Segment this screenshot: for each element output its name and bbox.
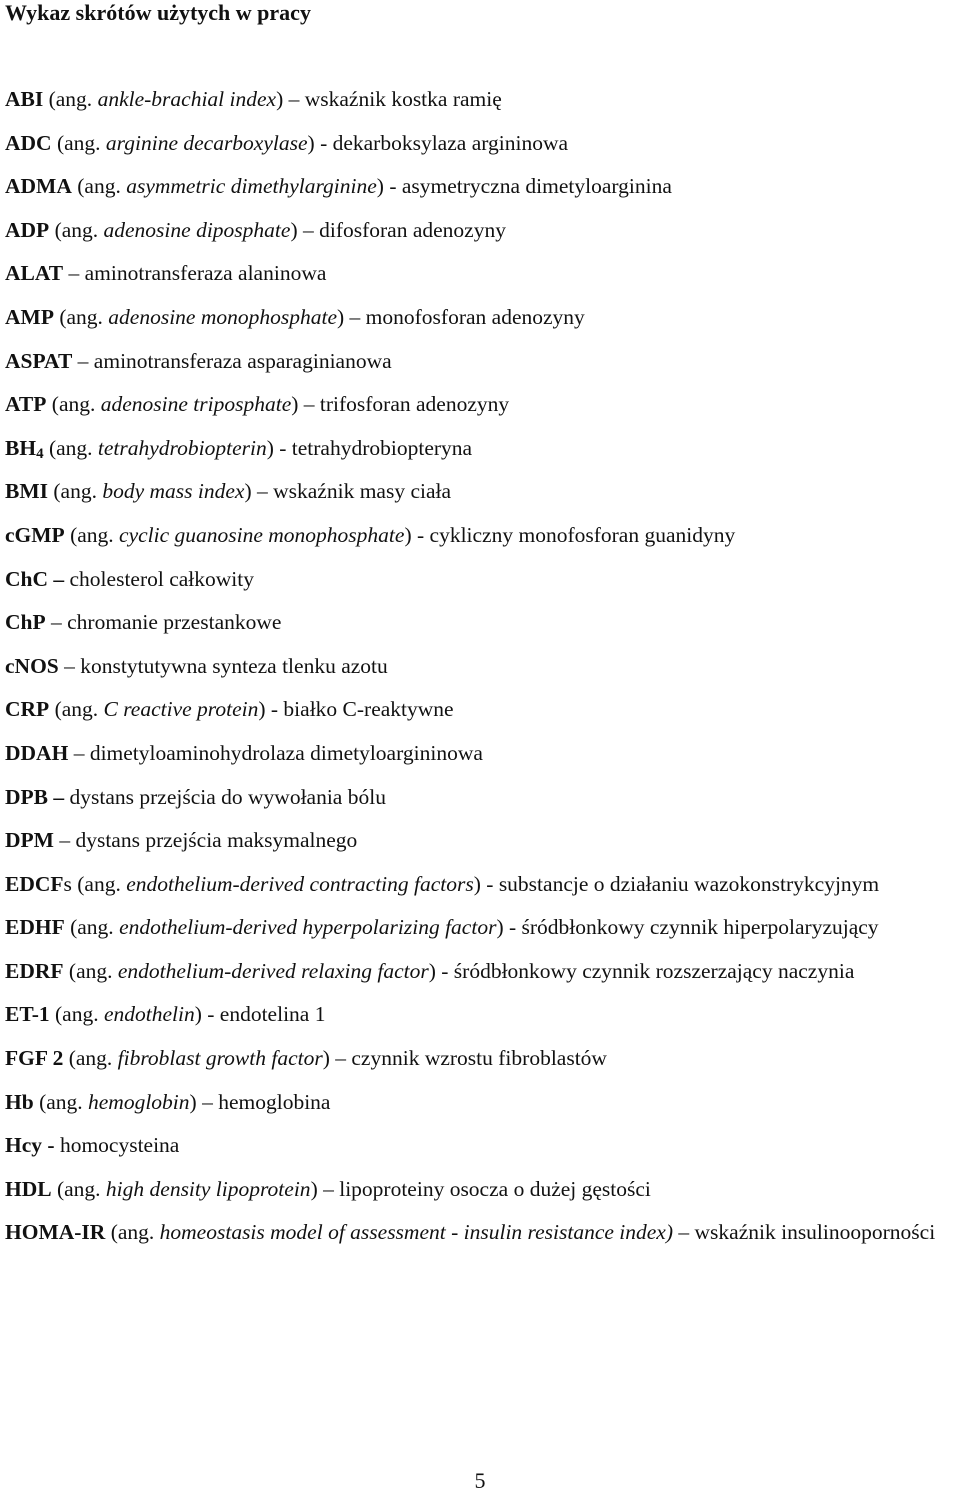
polish-definition: ) – wskaźnik masy ciała [244, 479, 452, 504]
abbreviation-prefix: (ang. [71, 174, 127, 199]
abbreviation-prefix: (ang. [53, 304, 109, 329]
abbreviation-prefix: (ang. [105, 1220, 160, 1245]
abbreviation-term: AMP [5, 304, 54, 329]
abbreviation-prefix: (ang. [64, 522, 120, 547]
page-title: Wykaz skrótów użytych w pracy [5, 0, 311, 25]
abbreviation-prefix: – konstytutywna synteza tlenku azotu [58, 653, 388, 678]
polish-definition: ) – hemoglobina [189, 1089, 331, 1114]
abbreviation-term: ABI [5, 87, 44, 111]
polish-definition: ) - substancje o działaniu wazokonstrykcyjnym [473, 871, 880, 896]
abbreviation-entry [5, 296, 955, 340]
abbreviation-prefix: cholesterol całkowity [64, 566, 254, 591]
english-term: adenosine diposphate [103, 217, 291, 242]
abbreviation-entry [5, 427, 955, 471]
polish-definition: – wskaźnik insulinooporności [673, 1220, 936, 1245]
abbreviation-prefix: (ang. [43, 87, 98, 111]
abbreviation-term: Hcy - [5, 1133, 55, 1158]
abbreviation-entry [5, 645, 955, 689]
abbreviation-subscript: 4 [36, 445, 44, 462]
abbreviation-entry [5, 993, 955, 1037]
abbreviation-entry [5, 688, 955, 732]
abbreviation-term: EDRF [5, 958, 64, 983]
abbreviation-entry [5, 776, 955, 820]
english-term: ankle-brachial index [97, 87, 277, 111]
abbreviation-term: DPM [5, 828, 54, 853]
polish-definition: ) - śródbłonkowy czynnik rozszerzający naczynia [428, 958, 855, 983]
abbreviation-entry [5, 1168, 955, 1212]
abbreviation-term: ALAT [5, 261, 64, 286]
abbreviation-entry [5, 252, 955, 296]
english-term: cyclic guanosine monophosphate [119, 522, 405, 547]
english-term: C reactive protein [103, 697, 259, 722]
abbreviation-prefix: (ang. [51, 1176, 106, 1201]
abbreviation-term: HDL [5, 1176, 52, 1201]
abbreviation-term: FGF 2 [5, 1046, 64, 1071]
abbreviation-entry [5, 1211, 955, 1255]
abbreviation-entry [5, 340, 955, 384]
english-term: homeostasis model of assessment - insulin resistance index) [159, 1220, 674, 1245]
abbreviation-entry [5, 732, 955, 776]
abbreviation-term: cGMP [5, 522, 65, 547]
abbreviation-entry [5, 165, 955, 209]
abbreviation-entry [5, 950, 955, 994]
abbreviation-entry [5, 209, 955, 253]
abbreviation-prefix: (ang. [43, 435, 98, 460]
abbreviation-prefix: dystans przejścia do wywołania bólu [64, 784, 386, 809]
abbreviation-term: BH [5, 435, 37, 460]
abbreviation-prefix: (ang. [48, 479, 103, 504]
abbreviation-term: ATP [5, 392, 47, 417]
abbreviation-term: DPB – [5, 784, 65, 809]
abbreviation-entry [5, 1124, 955, 1168]
english-term: fibroblast growth factor [117, 1046, 323, 1071]
polish-definition: ) – difosforan adenozyny [290, 217, 506, 242]
abbreviation-term: cNOS [5, 653, 59, 678]
polish-definition: ) - tetrahydrobiopteryna [266, 435, 473, 460]
abbreviation-term: CRP [5, 697, 50, 722]
english-term: endothelium-derived hyperpolarizing factor [119, 915, 497, 940]
abbreviation-prefix: – aminotransferaza asparaginianowa [72, 348, 392, 373]
abbreviation-prefix: (ang. [63, 958, 118, 983]
abbreviation-term: ADC [5, 130, 52, 155]
abbreviation-term: ADP [5, 217, 50, 242]
abbreviation-prefix: (ang. [51, 130, 106, 155]
english-term: adenosine monophosphate [108, 304, 337, 329]
abbreviation-prefix: – dimetyloaminohydrolaza dimetyloargininowa [68, 740, 483, 765]
abbreviation-entry [5, 383, 955, 427]
english-term: body mass index [102, 479, 245, 504]
abbreviation-entry [5, 1037, 955, 1081]
english-term: hemoglobin [88, 1089, 190, 1114]
abbreviation-term: Hb [5, 1089, 34, 1114]
abbreviation-term: ET-1 [5, 1002, 50, 1027]
abbreviation-entry [5, 863, 955, 907]
polish-definition: ) – trifosforan adenozyny [291, 392, 510, 417]
abbreviation-prefix: (ang. [49, 697, 104, 722]
abbreviation-entry [5, 906, 955, 950]
abbreviation-prefix: (ang. [46, 392, 101, 417]
polish-definition: ) - dekarboksylaza argininowa [307, 130, 569, 155]
polish-definition: ) – wskaźnik kostka ramię [276, 87, 502, 111]
abbreviation-prefix: – aminotransferaza alaninowa [63, 261, 327, 286]
polish-definition: ) – czynnik wzrostu fibroblastów [322, 1046, 607, 1071]
abbreviation-term: EDHF [5, 915, 65, 940]
page-number: 5 [474, 1468, 486, 1493]
english-term: endothelium-derived contracting factors [126, 871, 474, 896]
abbreviation-term: BMI [5, 479, 48, 504]
english-term: endothelin [103, 1002, 195, 1027]
abbreviation-prefix: (ang. [33, 1089, 89, 1114]
abbreviation-prefix: – chromanie przestankowe [45, 610, 282, 635]
english-term: asymmetric dimethylarginine [126, 174, 377, 199]
english-term: high density lipoprotein [105, 1176, 311, 1201]
english-term: tetrahydrobiopterin [97, 435, 267, 460]
abbreviation-term: ChP [5, 610, 46, 635]
abbreviation-term: HOMA-IR [5, 1220, 106, 1245]
polish-definition: ) - śródbłonkowy czynnik hiperpolaryzujący [496, 915, 879, 940]
abbreviation-prefix: homocysteina [54, 1133, 180, 1158]
abbreviation-entry [5, 819, 955, 863]
abbreviation-term: ChC – [5, 566, 65, 591]
abbreviation-entry [5, 1081, 955, 1125]
abbreviation-prefix: (ang. [49, 217, 104, 242]
abbreviation-prefix: s (ang. [63, 871, 127, 896]
abbreviation-entry [5, 78, 955, 122]
polish-definition: ) – monofosforan adenozyny [337, 304, 585, 329]
abbreviation-term: ADMA [5, 174, 72, 199]
abbreviation-term: EDCF [5, 871, 64, 896]
abbreviation-prefix: (ang. [49, 1002, 104, 1027]
english-term: arginine decarboxylase [105, 130, 308, 155]
abbreviation-entry [5, 514, 955, 558]
english-term: endothelium-derived relaxing factor [117, 958, 429, 983]
abbreviation-entry [5, 470, 955, 514]
polish-definition: ) - endotelina 1 [194, 1002, 326, 1027]
abbreviation-entry [5, 601, 955, 645]
abbreviation-prefix: – dystans przejścia maksymalnego [53, 828, 358, 853]
polish-definition: ) - białko C-reaktywne [258, 697, 454, 722]
abbreviation-term: ASPAT [5, 348, 73, 373]
abbreviation-entry [5, 558, 955, 602]
english-term: adenosine triposphate [100, 392, 292, 417]
polish-definition: ) – lipoproteiny osocza o dużej gęstości [310, 1176, 651, 1201]
polish-definition: ) - asymetryczna dimetyloarginina [376, 174, 672, 199]
abbreviation-prefix: (ang. [63, 1046, 118, 1071]
polish-definition: ) - cykliczny monofosforan guanidyny [404, 522, 736, 547]
abbreviation-prefix: (ang. [64, 915, 120, 940]
abbreviation-term: DDAH [5, 740, 69, 765]
abbreviation-entry [5, 122, 955, 166]
abbreviation-list [5, 78, 955, 1255]
